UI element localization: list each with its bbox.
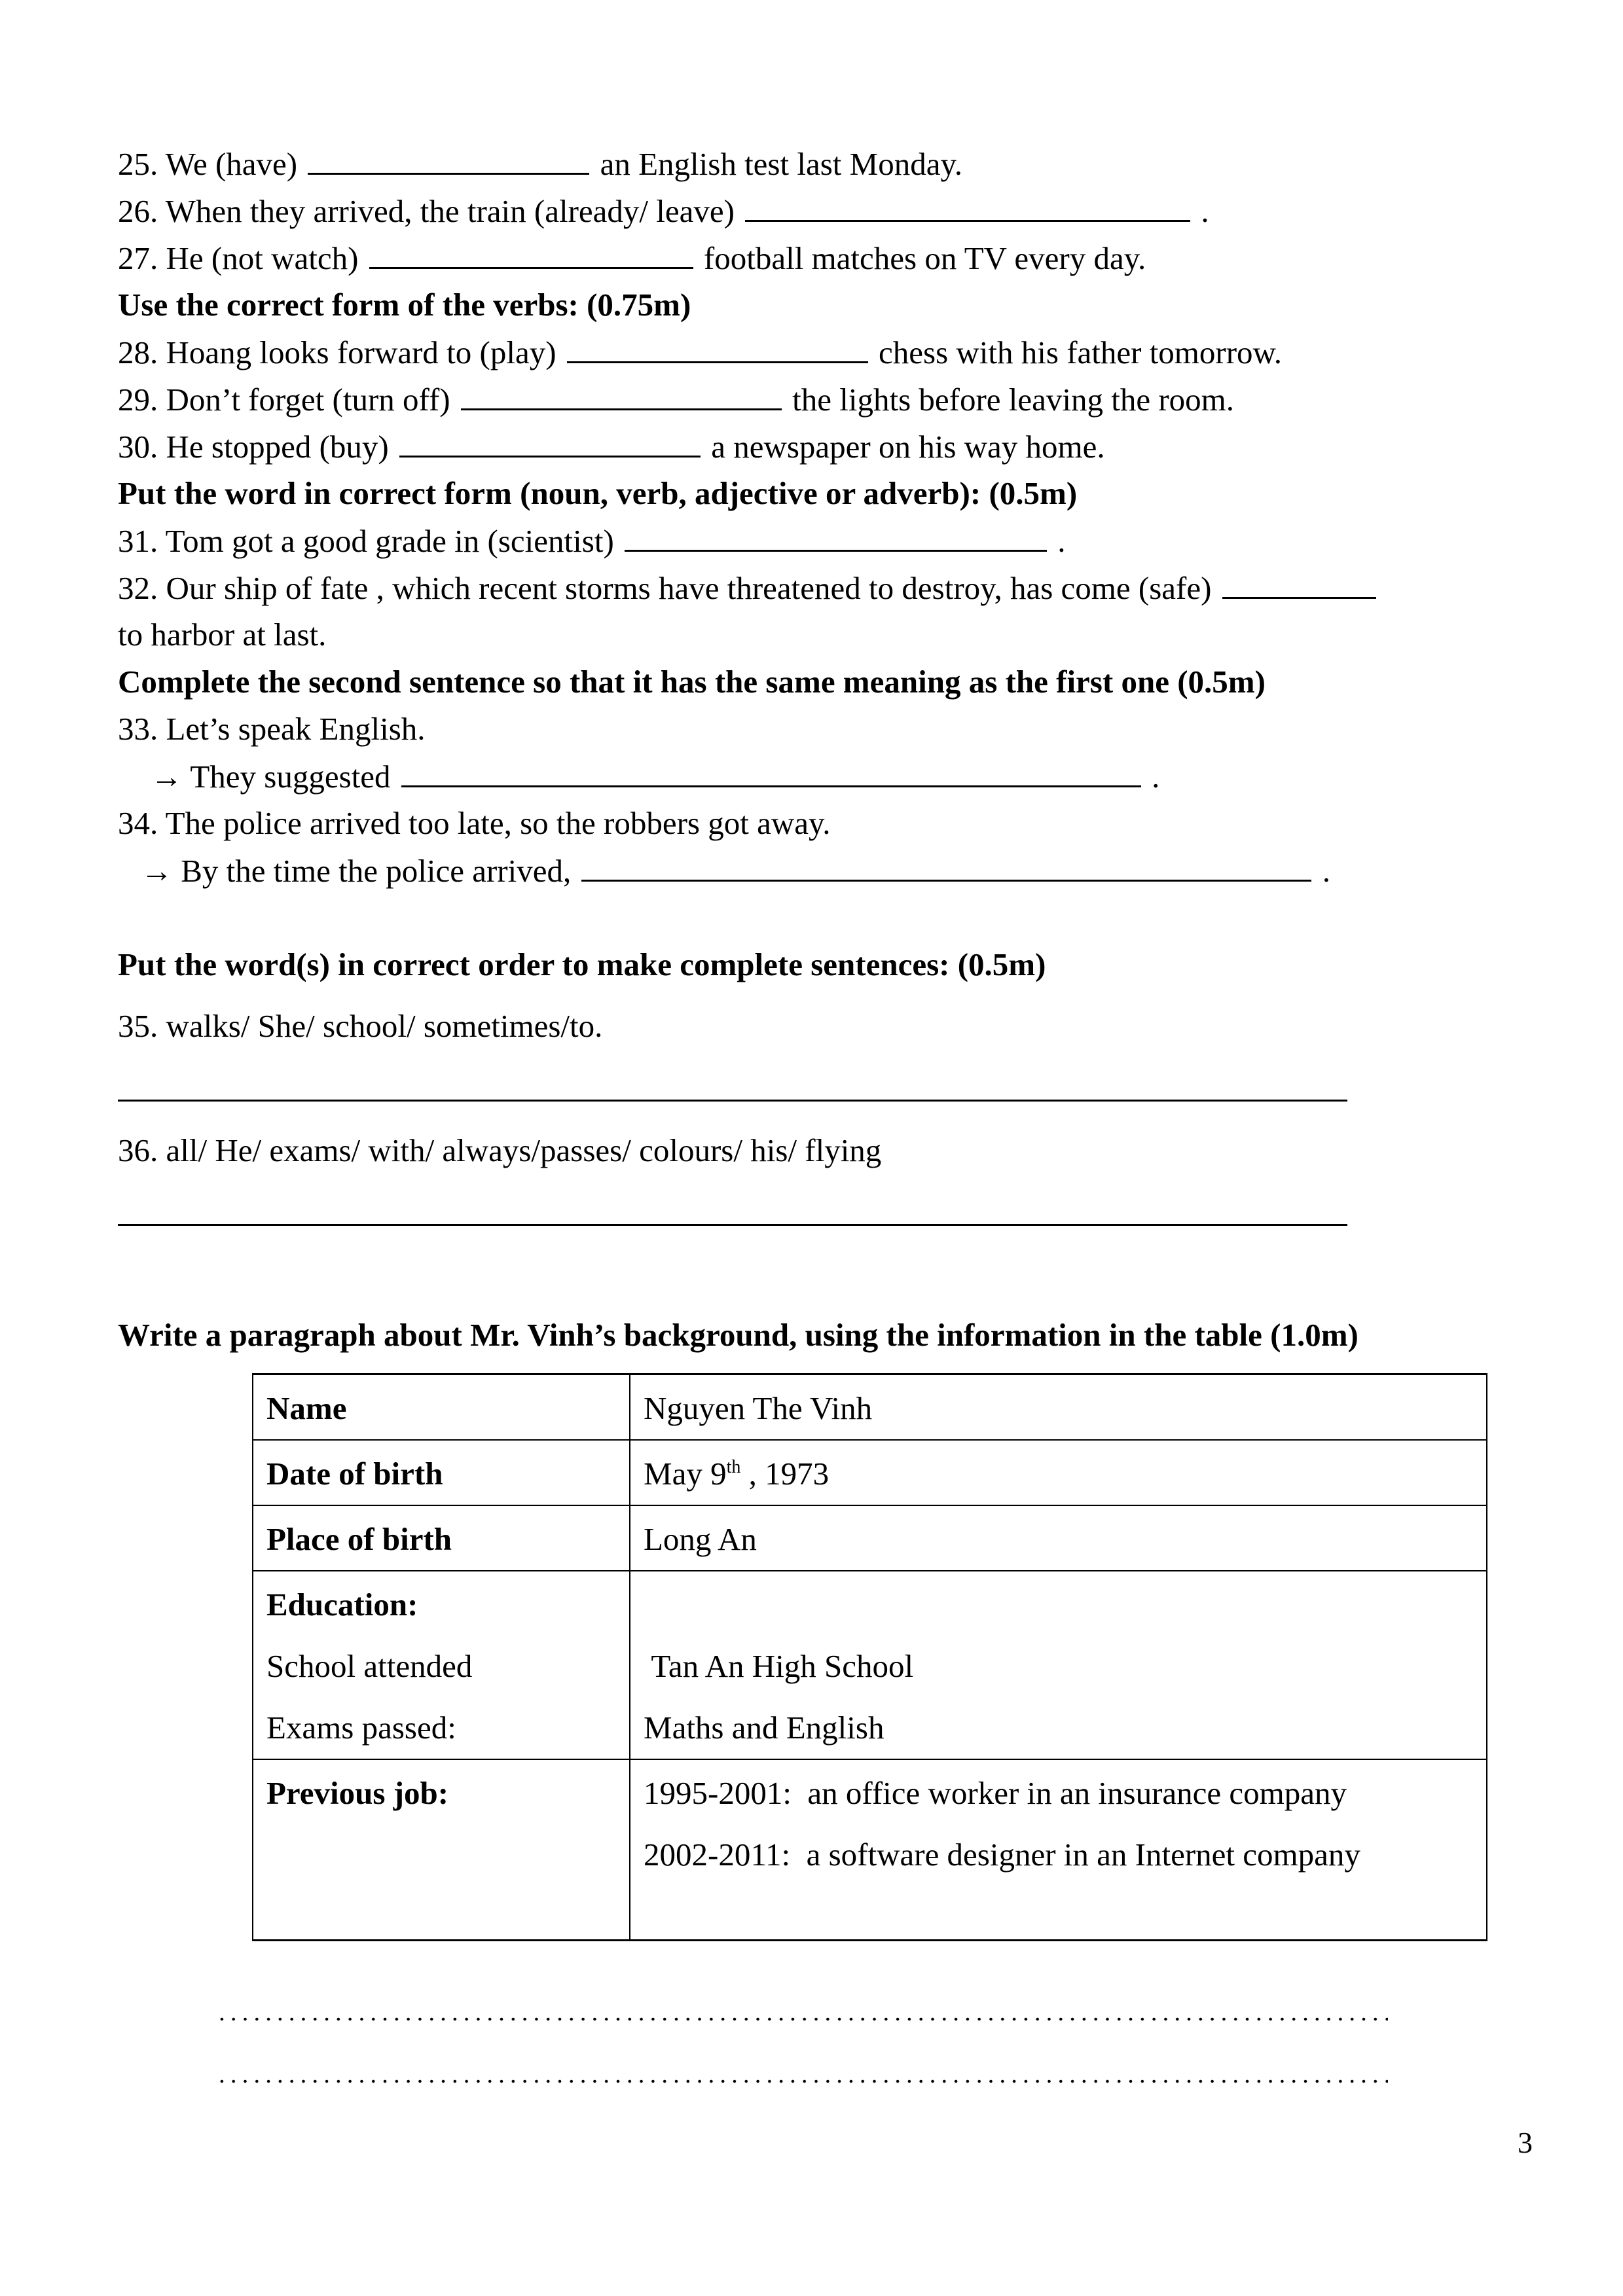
question-29: 29. Don’t forget (turn off) the lights before leaving the room. [118,380,1234,419]
answer-blank-30[interactable] [399,427,701,457]
answer-line-36[interactable] [118,1224,1347,1226]
dotted-answer-line-2[interactable] [216,2078,1388,2085]
question-34: 34. The police arrived too late, so the robbers got away. [118,805,831,841]
arrow-icon: → [141,853,173,889]
question-27: 27. He (not watch) football matches on TV every day. [118,238,1146,278]
answer-blank-27[interactable] [369,238,693,269]
value-previous-job: 1995-2001: an office worker in an insurance company 2002-2011: a software designer in an Internet company [630,1759,1487,1941]
page-number: 3 [1518,2126,1533,2159]
question-35: 35. walks/ She/ school/ sometimes/to. [118,1008,603,1044]
label-previous-job: Previous job: [253,1759,630,1941]
label-education: Education: School attended Exams passed: [253,1571,630,1759]
question-33-answer: → They suggested . [151,757,1159,796]
answer-blank-31[interactable] [625,521,1047,552]
question-36: 36. all/ He/ exams/ with/ always/passes/ colours/ his/ flying [118,1132,882,1168]
value-education: Tan An High School Maths and English [630,1571,1487,1759]
question-32-continuation: to harbor at last. [118,617,327,653]
arrow-icon: → [151,759,183,795]
answer-line-35[interactable] [118,1100,1347,1102]
table-row-education [253,1571,1487,1759]
answer-blank-26[interactable] [745,191,1190,222]
table-row-previous-job [253,1759,1487,1941]
section-heading-rewrite: Complete the second sentence so that it has the same meaning as the first one (0.5m) [118,664,1266,700]
question-26: 26. When they arrived, the train (already/ leave) . [118,191,1209,230]
question-32: 32. Our ship of fate , which recent storms have threatened to destroy, has come (safe) [118,568,1379,607]
label-dob: Date of birth [253,1440,630,1505]
table-row-name [253,1374,1487,1441]
question-28: 28. Hoang looks forward to (play) chess with his father tomorrow. [118,332,1282,372]
dotted-answer-line-1[interactable] [216,2016,1388,2022]
answer-blank-32[interactable] [1222,568,1376,599]
answer-blank-28[interactable] [567,332,868,363]
value-pob: Long An [630,1505,1487,1571]
question-34-answer: → By the time the police arrived, . [141,851,1330,890]
label-name: Name [253,1374,630,1441]
section-heading-word-form: Put the word in correct form (noun, verb, adjective or adverb): (0.5m) [118,475,1078,511]
answer-blank-33[interactable] [401,757,1141,787]
value-dob: May 9th , 1973 [630,1440,1487,1505]
label-pob: Place of birth [253,1505,630,1571]
background-info-table [252,1373,1487,1941]
table-row-pob [253,1505,1487,1571]
question-31: 31. Tom got a good grade in (scientist) . [118,521,1066,560]
section-heading-paragraph: Write a paragraph about Mr. Vinh’s background, using the information in the table (1.0m) [118,1317,1359,1353]
section-heading-word-order: Put the word(s) in correct order to make complete sentences: (0.5m) [118,946,1046,982]
answer-blank-29[interactable] [461,380,782,410]
answer-blank-34[interactable] [581,851,1311,882]
answer-blank-25[interactable] [308,144,589,175]
question-25: 25. We (have) an English test last Monday. [118,144,962,183]
table-row-dob [253,1440,1487,1505]
question-33: 33. Let’s speak English. [118,711,426,747]
section-heading-verb-forms: Use the correct form of the verbs: (0.75m) [118,287,691,323]
value-name: Nguyen The Vinh [630,1374,1487,1441]
question-30: 30. He stopped (buy) a newspaper on his way home. [118,427,1105,466]
